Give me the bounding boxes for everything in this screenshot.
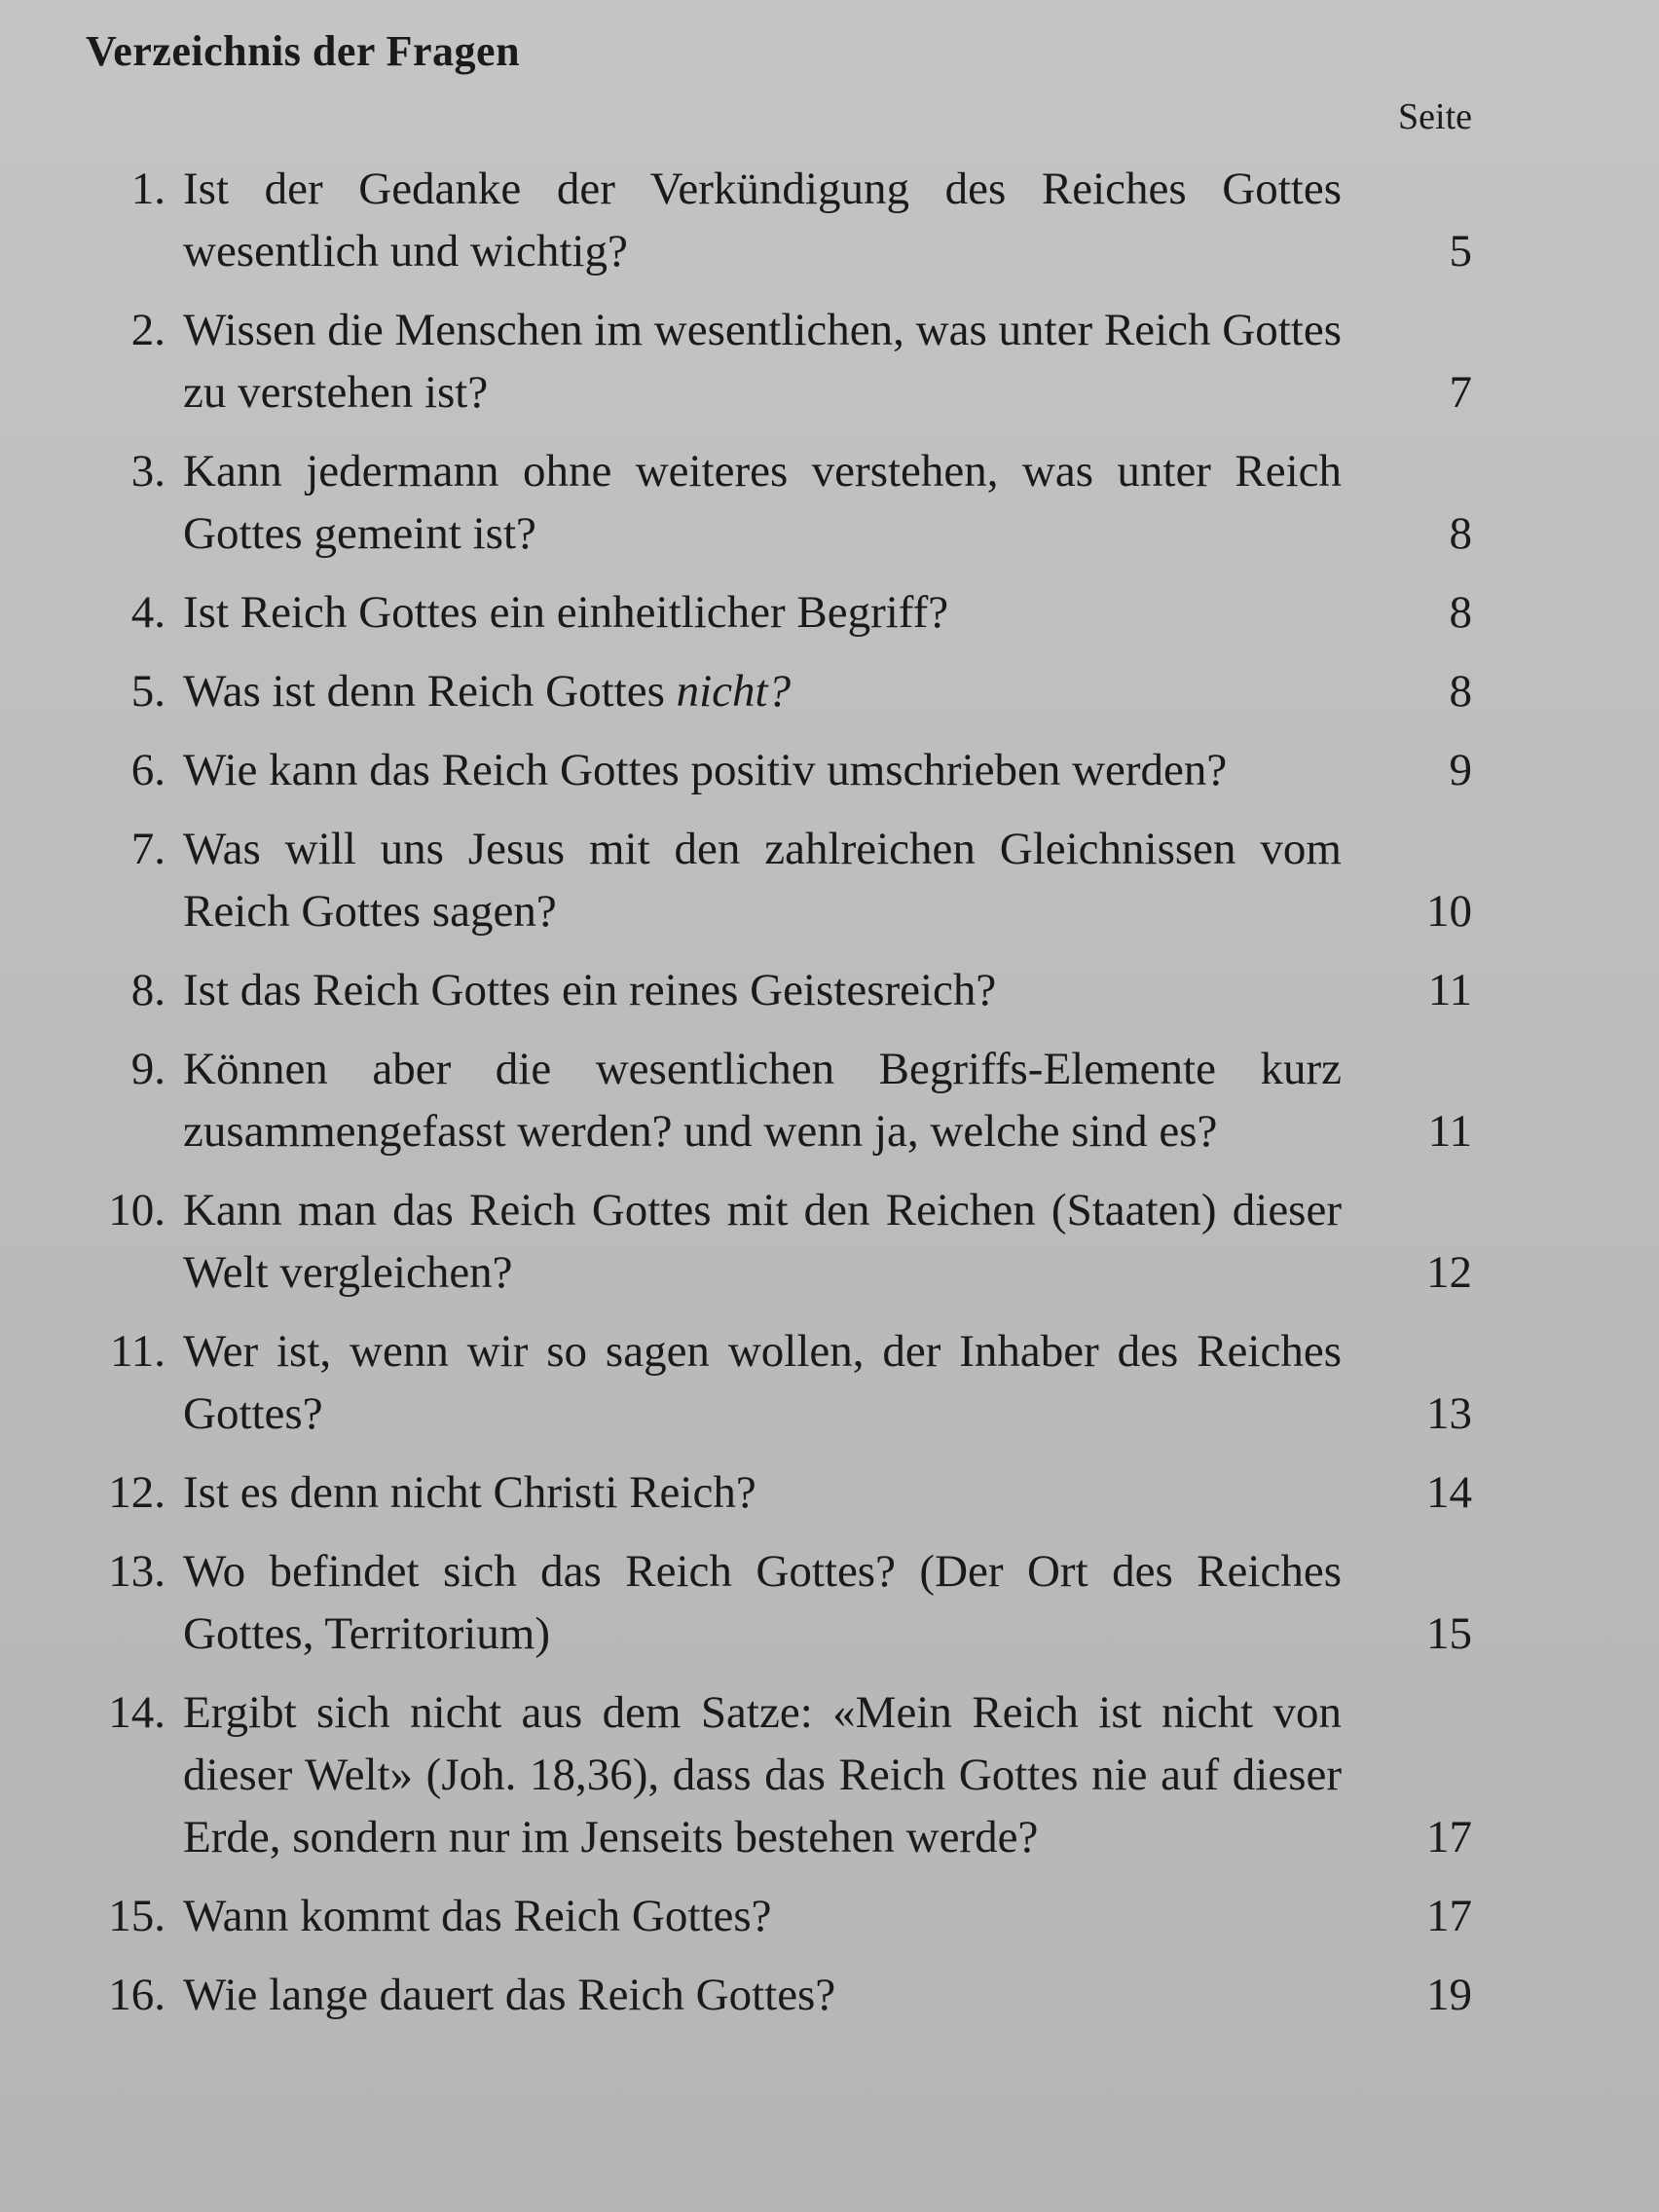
list-item [86,1885,1472,1947]
list-item [86,1964,1472,2026]
entry-question-emphasis: nicht? [676,666,792,717]
entry-number: 9. [130,1044,166,1094]
entry-number: 3. [130,446,166,497]
entry-number: 15. [108,1891,166,1941]
entry-question [183,1320,1342,1445]
page-column-label: Seite [1398,96,1472,137]
entry-page-number: 8 [1449,508,1472,559]
list-item [86,1038,1472,1162]
entry-number: 16. [108,1970,166,2020]
entry-page-number: 14 [1426,1467,1472,1518]
entry-question-text: Kann man das Reich Gottes mit den Reichen (Staaten) dieser Welt vergleichen? [183,1185,1342,1298]
entry-number: 4. [130,587,166,638]
entry-question-text: Was ist denn Reich Gottes [183,666,665,717]
list-item [86,581,1472,644]
entry-number: 8. [130,965,166,1015]
entry-question-text: Ist Reich Gottes ein einheitlicher Begriff? [183,587,949,638]
entry-question-text: Wann kommt das Reich Gottes? [183,1891,772,1941]
entry-question [183,581,1342,644]
entry-page-number: 8 [1449,666,1472,717]
entry-number: 5. [130,666,166,717]
entry-question-text: Wissen die Menschen im wesentlichen, was unter Reich Gottes zu verstehen ist? [183,305,1342,418]
entry-page-number: 11 [1427,965,1472,1015]
entry-page-number: 5 [1449,226,1472,276]
entry-question [183,1964,1342,2026]
list-item [86,1461,1472,1524]
entry-page-number: 15 [1426,1608,1472,1659]
list-item [86,1179,1472,1304]
list-item [86,299,1472,424]
list-item [86,739,1472,801]
list-item [86,440,1472,565]
entry-question-text: Ergibt sich nicht aus dem Satze: «Mein Reich ist nicht von dieser Welt» (Joh. 18,36), dass das Reich Gottes nie auf dieser Erde, sondern nur im Jenseits bestehen werde? [183,1687,1342,1862]
entry-page-number: 10 [1426,886,1472,937]
entry-page-number: 17 [1426,1891,1472,1941]
entry-question [183,440,1342,565]
entry-question-text: Was will uns Jesus mit den zahlreichen Gleichnissen vom Reich Gottes sagen? [183,824,1342,937]
entry-question [183,1540,1342,1665]
entry-question-text: Kann jedermann ohne weiteres verstehen, was unter Reich Gottes gemeint ist? [183,446,1342,559]
list-item [86,1540,1472,1665]
list-item [86,1681,1472,1868]
entry-number: 14. [108,1687,166,1738]
entry-question [183,739,1342,801]
entry-number: 7. [130,824,166,874]
entry-page-number: 7 [1449,367,1472,418]
entry-question [183,299,1342,424]
entry-question [183,1179,1342,1304]
entry-page-number: 17 [1426,1812,1472,1862]
entry-number: 6. [130,745,166,795]
entry-page-number: 11 [1427,1106,1472,1157]
entry-page-number: 9 [1449,745,1472,795]
entry-page-number: 19 [1426,1970,1472,2020]
list-item [86,660,1472,722]
entry-question-text: Wie lange dauert das Reich Gottes? [183,1970,836,2020]
entry-question [183,1885,1342,1947]
entry-question [183,1681,1342,1868]
entry-number: 13. [108,1546,166,1597]
entry-number: 10. [108,1185,166,1235]
entry-question-text: Ist das Reich Gottes ein reines Geistesreich? [183,965,997,1015]
list-item [86,818,1472,942]
page-title: Verzeichnis der Fragen [86,27,521,75]
list-item [86,959,1472,1021]
entry-page-number: 13 [1426,1388,1472,1439]
entry-number: 2. [130,305,166,355]
entry-question [183,818,1342,942]
entry-number: 1. [130,164,166,214]
entry-page-number: 8 [1449,587,1472,638]
entry-question [183,158,1342,282]
entry-question [183,1461,1342,1524]
entry-question-text: Können aber die wesentlichen Begriffs-Elemente kurz zusammengefasst werden? und wenn ja, welche sind es? [183,1044,1342,1157]
question-list [86,158,1472,2026]
entry-question-text: Ist es denn nicht Christi Reich? [183,1467,756,1518]
list-item [86,1320,1472,1445]
entry-number: 11. [109,1326,166,1377]
entry-question-text: Ist der Gedanke der Verkündigung des Reiches Gottes wesentlich und wichtig? [183,164,1342,276]
entry-question [183,1038,1342,1162]
entry-question [183,660,1342,722]
list-item [86,158,1472,282]
entry-question-text: Wer ist, wenn wir so sagen wollen, der Inhaber des Reiches Gottes? [183,1326,1342,1439]
entry-question-text: Wie kann das Reich Gottes positiv umschrieben werden? [183,745,1228,795]
entry-question [183,959,1342,1021]
entry-number: 12. [108,1467,166,1518]
entry-page-number: 12 [1426,1247,1472,1298]
entry-question-text: Wo befindet sich das Reich Gottes? (Der Ort des Reiches Gottes, Territorium) [183,1546,1342,1659]
